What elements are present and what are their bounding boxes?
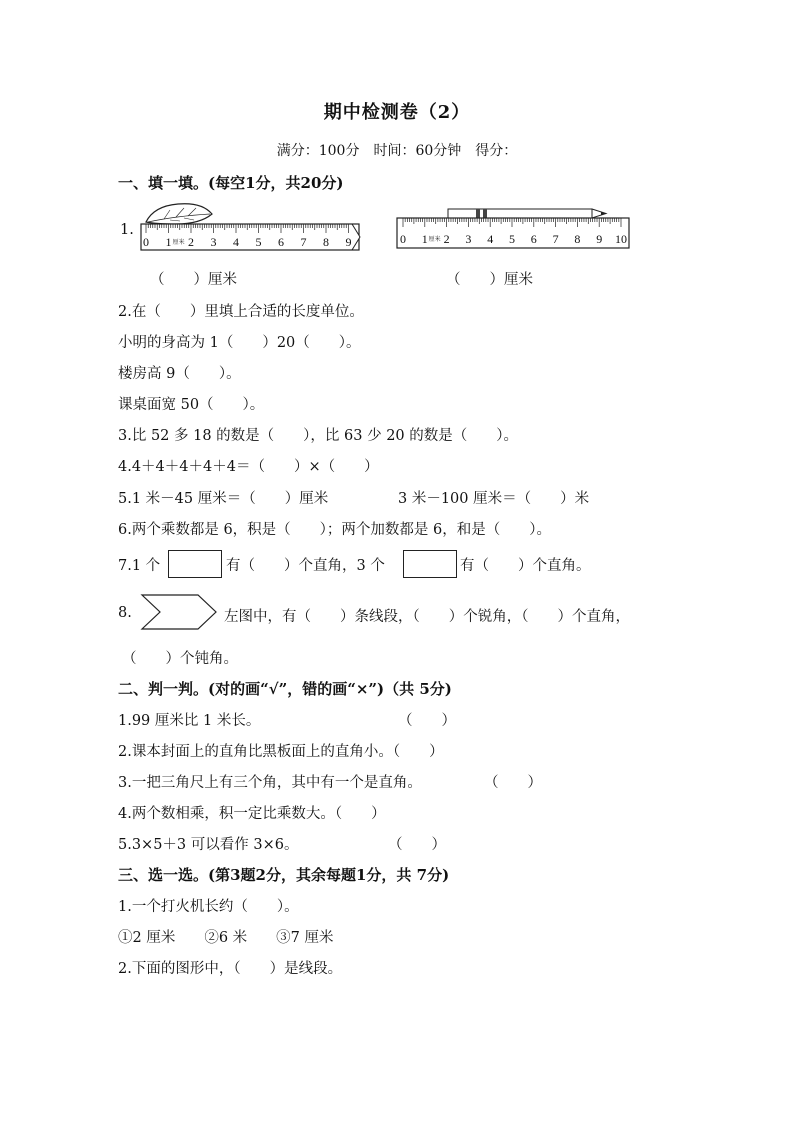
ruler-label: 9 — [596, 232, 603, 246]
section-2-heading: 二、判一判。(对的画“√”，错的画“×”)（共 5分) — [118, 680, 452, 698]
q8-number: 8. — [118, 605, 132, 621]
judge-5-parens: （ ） — [388, 837, 446, 853]
q8-b: （ ）个钝角。 — [122, 651, 238, 667]
rectangle-shape-2 — [403, 550, 457, 578]
ruler-label: 4 — [487, 232, 494, 246]
ruler-label: 2 — [188, 235, 194, 249]
ruler-label: 10 — [615, 232, 627, 246]
ruler-label: 2 — [443, 232, 450, 246]
ruler-label: 7 — [552, 232, 559, 246]
q7-c: 有（ ）个直角。 — [460, 558, 591, 574]
ruler-unit: 厘米 — [428, 237, 441, 243]
ruler-label: 3 — [465, 232, 472, 246]
q8: 左图中，有（ ）条线段，（ ）个锐角，（ ）个直角， — [224, 609, 630, 625]
q7-a: 7.1 个 — [118, 558, 161, 574]
q2-b: 楼房高 9（ ）。 — [118, 366, 241, 382]
ruler-label: 9 — [345, 235, 352, 249]
ruler-with-leaf — [140, 200, 365, 255]
ruler-label: 3 — [210, 235, 217, 249]
judge-1: 1.99 厘米比 1 米长。 — [118, 713, 261, 729]
chevron-shape — [140, 594, 220, 632]
rectangle-shape-1 — [168, 550, 222, 578]
q6: 6.两个乘数都是 6，积是（ ）；两个加数都是 6，和是（ ）。 — [118, 522, 552, 538]
ruler-unit: 厘米 — [172, 240, 185, 246]
ruler-label: 0 — [400, 232, 406, 246]
q4: 4.4＋4＋4＋4＋4＝（ ）×（ ） — [118, 459, 379, 475]
judge-3: 3.一把三角尺上有三个角，其中有一个是直角。 — [118, 775, 422, 791]
page-title: 期中检测卷（2） — [323, 102, 471, 123]
q5-a: 5.1 米－45 厘米＝（ ）厘米 — [118, 491, 329, 507]
ruler-label: 1 — [165, 235, 172, 249]
ruler-with-pencil — [396, 205, 636, 250]
q2-a: 小明的身高为 1（ ）20（ ）。 — [118, 335, 361, 351]
choice-2: 2.下面的图形中，（ ）是线段。 — [118, 961, 343, 977]
ruler-label: 5 — [509, 232, 515, 246]
ruler-label: 6 — [530, 232, 537, 246]
ruler-label: 8 — [574, 232, 581, 246]
q3: 3.比 52 多 18 的数是（ ），比 63 少 20 的数是（ ）。 — [118, 428, 519, 444]
judge-1-parens: （ ） — [398, 713, 456, 729]
judge-5: 5.3×5＋3 可以看作 3×6。 — [118, 837, 299, 853]
choice-1-options: ①2 厘米 ②6 米 ③7 厘米 — [118, 930, 334, 946]
judge-3-parens: （ ） — [484, 775, 542, 791]
ruler-label: 7 — [300, 235, 307, 249]
q5-b: 3 米－100 厘米＝（ ）米 — [398, 491, 590, 507]
pencil-icon — [448, 209, 606, 218]
ruler-label: 0 — [143, 235, 149, 249]
score-info: 满分：100分 时间：60分钟 得分： — [276, 143, 518, 159]
q1-number: 1. — [120, 222, 134, 238]
ruler-label: 4 — [233, 235, 239, 249]
q1-answer-1: （ ）厘米 — [150, 272, 237, 288]
ruler-label: 6 — [278, 235, 284, 249]
judge-4: 4.两个数相乘，积一定比乘数大。（ ） — [118, 806, 386, 822]
q1-answer-2: （ ）厘米 — [446, 272, 533, 288]
section-3-heading: 三、选一选。(第3题2分，其余每题1分，共 7分) — [118, 866, 450, 884]
q2: 2.在（ ）里填上合适的长度单位。 — [118, 304, 364, 320]
judge-2: 2.课本封面上的直角比黑板面上的直角小。（ ） — [118, 744, 444, 760]
choice-1: 1.一个打火机长约（ ）。 — [118, 899, 299, 915]
q7-b: 有（ ）个直角，3 个 — [226, 558, 385, 574]
q2-c: 课桌面宽 50（ ）。 — [118, 397, 265, 413]
ruler-label: 8 — [323, 235, 329, 249]
section-1-heading: 一、填一填。(每空1分，共20分) — [118, 174, 344, 192]
ruler-label: 1 — [421, 232, 428, 246]
ruler-label: 5 — [255, 235, 262, 249]
